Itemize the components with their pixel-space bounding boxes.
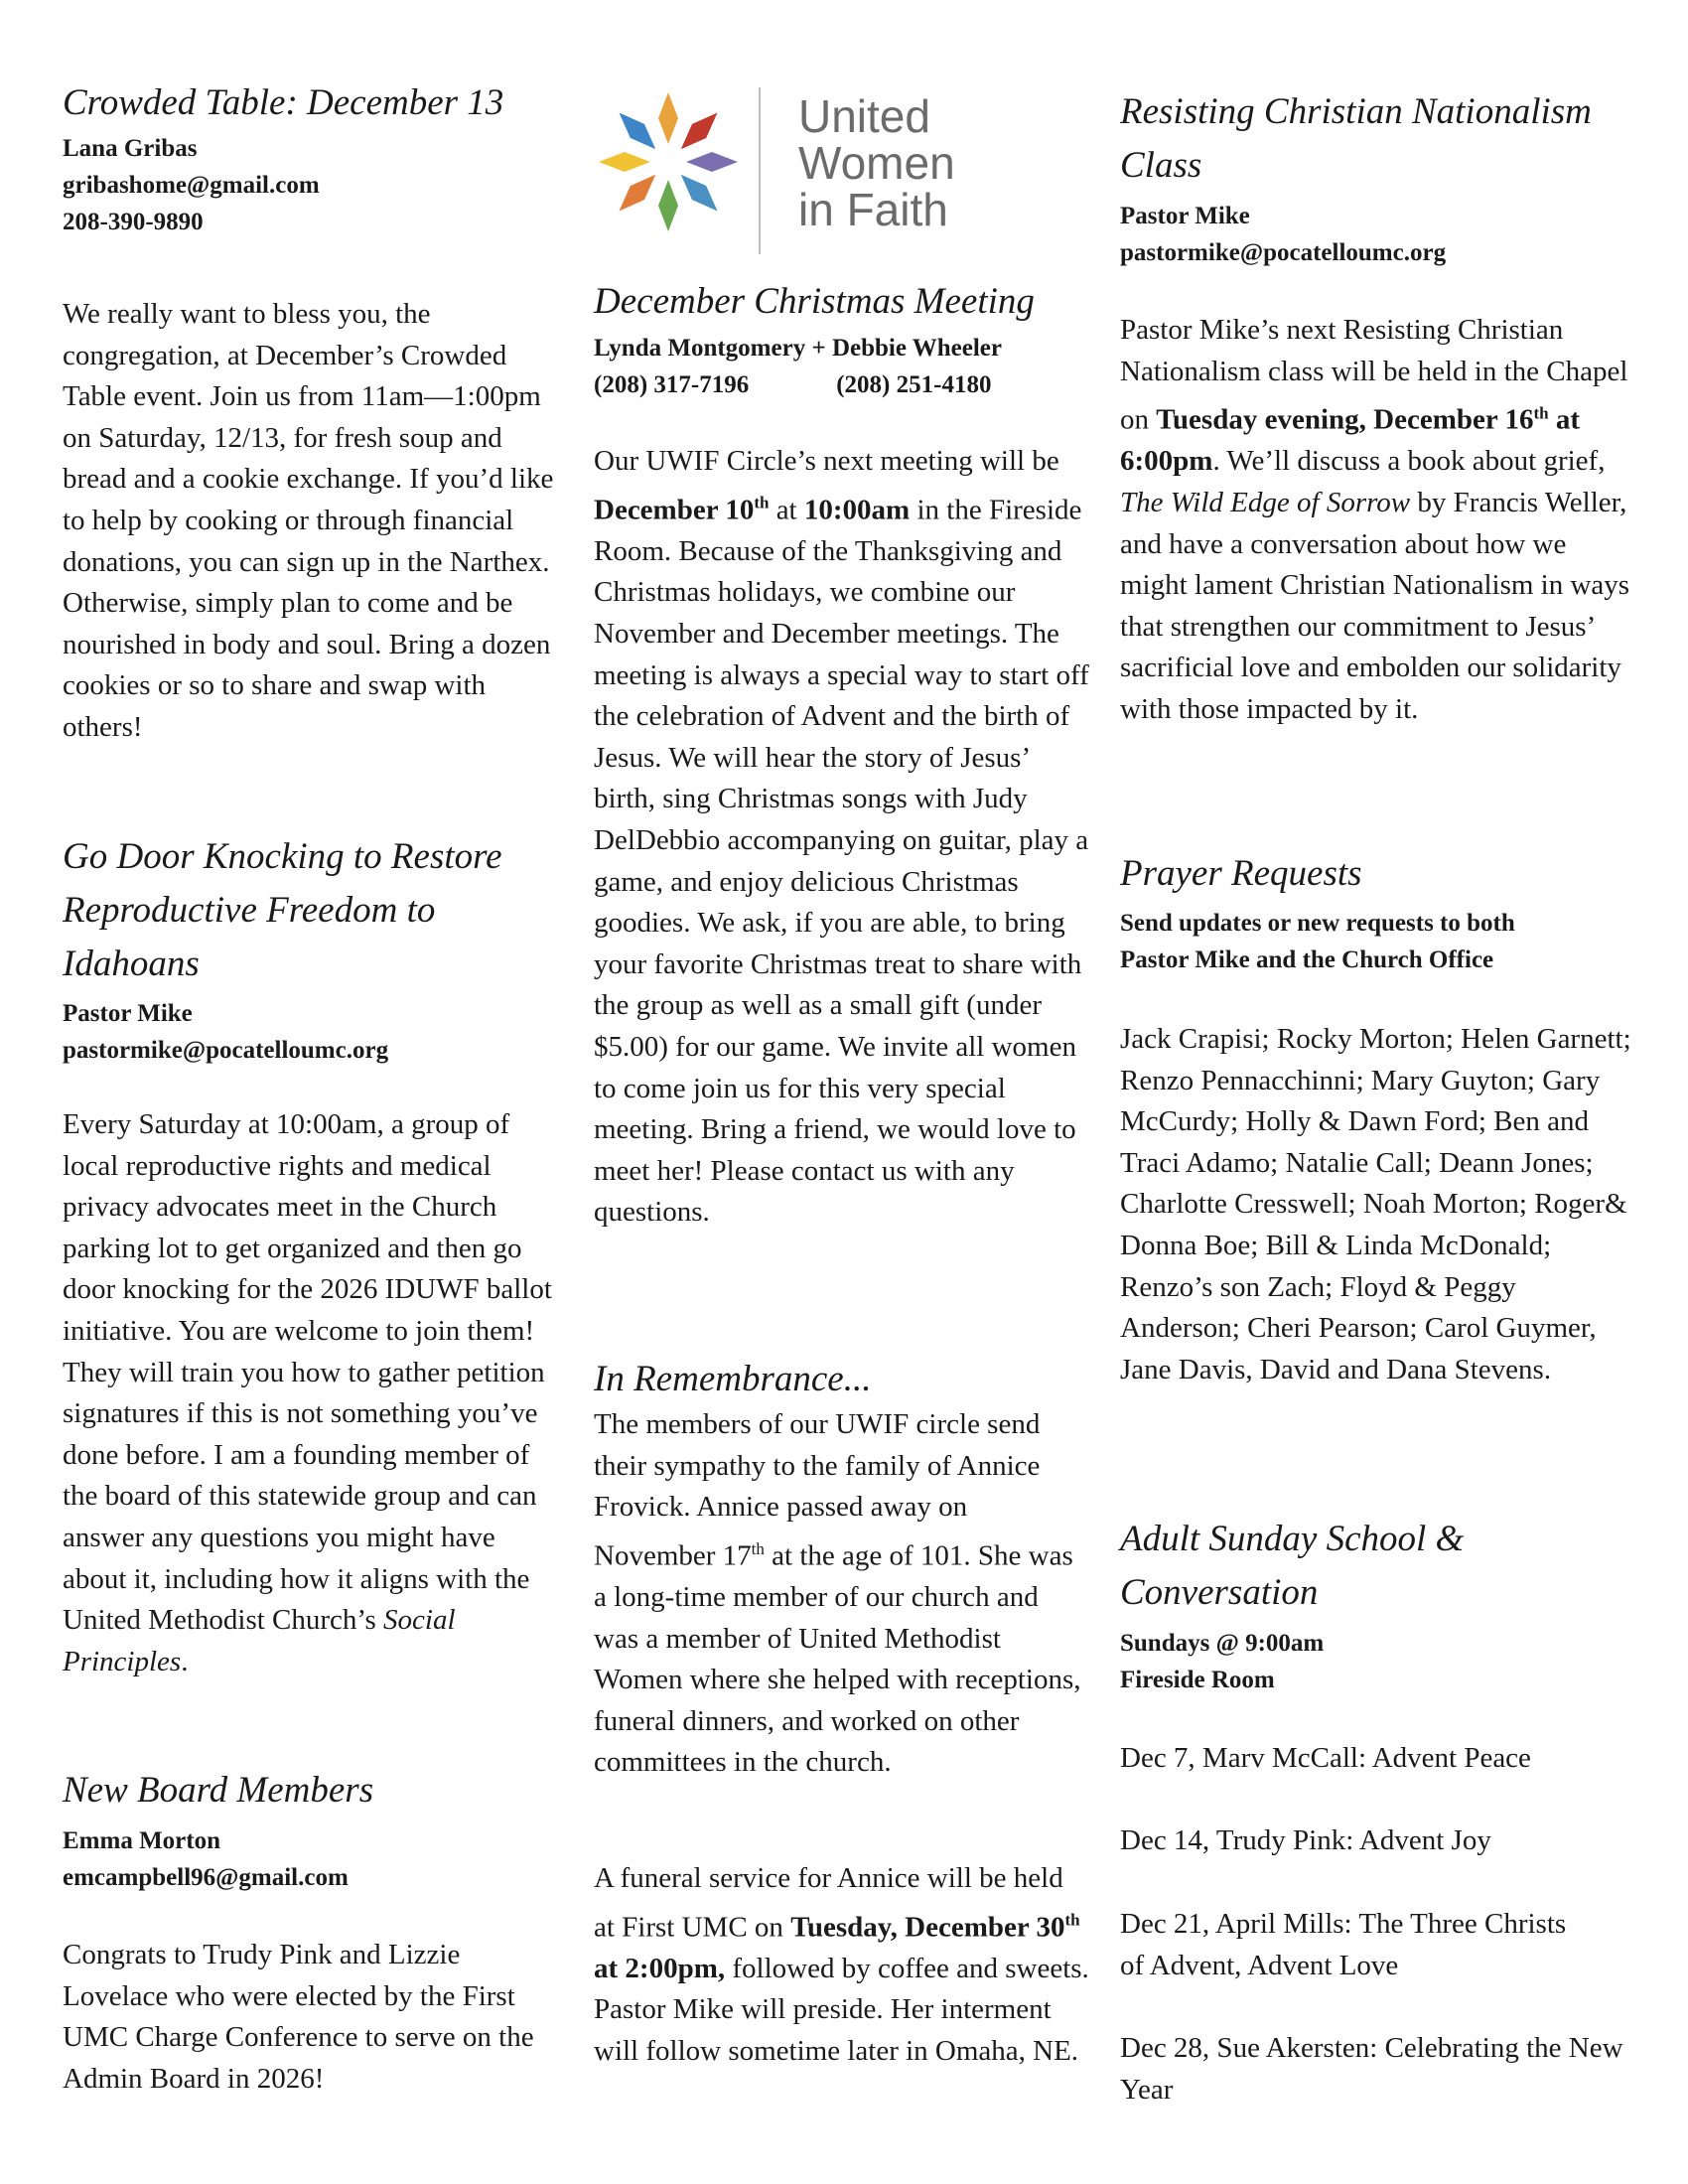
door-knocking-email[interactable]: pastormike@pocatelloumc.org: [63, 1037, 389, 1064]
remembrance-body: The members of our UWIF circle send their sympathy to the family of Annice Frovick. Annice passed away on November 17th at the age of 101. She was a long-time member of our church and was a member of United Methodist Women where she helped with receptions, funeral dinners, and worked on other committees in the church.: [594, 1408, 1081, 1779]
crowded-table-title: Crowded Table: December 13: [63, 82, 504, 123]
logo-petal: [599, 152, 650, 172]
sunday-school-when: Sundays @ 9:00am: [1120, 1630, 1325, 1657]
christmas-meeting-contacts: Lynda Montgomery + Debbie Wheeler: [594, 335, 1002, 362]
new-board-email[interactable]: emcampbell96@gmail.com: [63, 1864, 349, 1891]
logo-line-2: Women: [798, 137, 955, 189]
phone-1: (208) 317-7196: [594, 371, 750, 398]
uwf-logo: [594, 79, 1011, 258]
logo-wordmark: [798, 90, 955, 235]
sunday-school-title: Adult Sunday School & Conversation: [1120, 1519, 1465, 1613]
nationalism-body: Pastor Mike’s next Resisting Christian Nationalism class will be held in the Chapel on Tuesday evening, December 16th at 6:00pm. We’ll discuss a book about grief, The Wild Edge of Sorrow by Francis Weller, and have a conversation about how we might lament Christian Nationalism in ways that strengthen our commitment to Jesus’ sacrificial love and embolden our solidarity with those impacted by it.: [1120, 314, 1630, 725]
schedule-item: Dec 28, Sue Akersten: Celebrating the New Year: [1120, 2032, 1623, 2106]
crowded-table-body: We really want to bless you, the congregation, at December’s Crowded Table event. Join us from 11am—1:00pm on Saturday, 12/13, for fresh soup and bread and a cookie exchange. If you’d like to help by cooking or through financial donations, you can sign up in the Narthex. Otherwise, simply plan to come and be nourished in body and soul. Bring a dozen cookies or so to share and swap with others!: [63, 298, 554, 743]
prayer-list: Jack Crapisi; Rocky Morton; Helen Garnett; Renzo Pennacchinni; Mary Guyton; Gary McCurdy; Holly & Dawn Ford; Ben and Traci Adamo; Natalie Call; Deann Jones; Charlotte Cresswell; Noah Morton; Roger& Donna Boe; Bill & Linda McDonald; Renzo’s son Zach; Floyd & Peggy Anderson; Cheri Pearson; Carol Guymer, Jane Davis, David and Dana Stevens.: [1120, 1023, 1631, 1385]
new-board-contact: Emma Morton: [63, 1827, 220, 1854]
crowded-table-phone: 208-390-9890: [63, 209, 204, 235]
christmas-meeting-body: Our UWIF Circle’s next meeting will be December 10th at 10:00am in the Fireside Room. Because of the Thanksgiving and Christmas holidays, we combine our November and December meetings. The meeting is always a special way to start off the celebration of Advent and the birth of Jesus. We will hear the story of Jesus’ birth, sing Christmas songs with Judy DelDebbio accompanying on guitar, play a game, and enjoy delicious Christmas goodies. We ask, if you are able, to bring your favorite Christmas treat to share with the group as well as a small gift (under $5.00) for our game. We invite all women to come join us for this very special meeting. Bring a friend, we would love to meet her! Please contact us with any questions.: [594, 445, 1089, 1229]
door-knocking-body: Every Saturday at 10:00am, a group of local reproductive rights and medical privacy advocates meet in the Church parking lot to get organized and then go door knocking for the 2026 IDUWF ballot initiative. You are welcome to join them! They will train you how to gather petition signatures if this is not something you’ve done before. I am a founding member of the board of this statewide group and can answer any questions you might have about it, including how it aligns with the United Methodist Church’s Social Principles.: [63, 1108, 552, 1677]
christmas-meeting-phones: [594, 366, 1090, 403]
logo-petal: [674, 168, 725, 218]
crowded-table-email[interactable]: gribashome@gmail.com: [63, 172, 320, 199]
new-board-title: New Board Members: [63, 1770, 374, 1811]
logo-line-3: in Faith: [798, 184, 948, 235]
logo-petal: [612, 168, 662, 218]
sunday-school-where: Fireside Room: [1120, 1667, 1275, 1693]
uwf-star-icon: [594, 87, 743, 236]
phone-2: (208) 251-4180: [836, 371, 992, 398]
logo-petal: [674, 105, 725, 156]
schedule-item: Dec 21, April Mills: The Three Christs of Advent, Advent Love: [1120, 1908, 1567, 1981]
logo-line-1: United: [798, 90, 930, 142]
door-knocking-contact: Pastor Mike: [63, 1000, 193, 1027]
door-knocking-title: Go Door Knocking to Restore Reproductive Freedom to Idahoans: [63, 836, 502, 984]
new-board-body: Congrats to Trudy Pink and Lizzie Lovelace who were elected by the First UMC Charge Conference to serve on the Admin Board in 2026!: [63, 1939, 534, 2095]
logo-petal: [658, 180, 678, 231]
prayer-title: Prayer Requests: [1120, 853, 1362, 894]
logo-divider: [759, 87, 761, 254]
logo-petal: [686, 152, 738, 172]
logo-petal: [612, 105, 662, 156]
schedule-item: Dec 7, Marv McCall: Advent Peace: [1120, 1742, 1531, 1774]
nationalism-email[interactable]: pastormike@pocatelloumc.org: [1120, 239, 1447, 266]
crowded-table-contact: Lana Gribas: [63, 135, 198, 162]
remembrance-title: In Remembrance...: [594, 1359, 872, 1399]
prayer-instructions: Send updates or new requests to both Pastor Mike and the Church Office: [1120, 910, 1515, 973]
nationalism-contact: Pastor Mike: [1120, 203, 1250, 229]
nationalism-title: Resisting Christian Nationalism Class: [1120, 91, 1592, 186]
logo-petal: [658, 92, 678, 144]
schedule-item: Dec 14, Trudy Pink: Advent Joy: [1120, 1824, 1491, 1856]
funeral-notice: A funeral service for Annice will be held at First UMC on Tuesday, December 30th at 2:00pm, followed by coffee and sweets. Pastor Mike will preside. Her interment will follow sometime later in Omaha, NE.: [594, 1862, 1089, 2068]
christmas-meeting-title: December Christmas Meeting: [594, 281, 1035, 322]
